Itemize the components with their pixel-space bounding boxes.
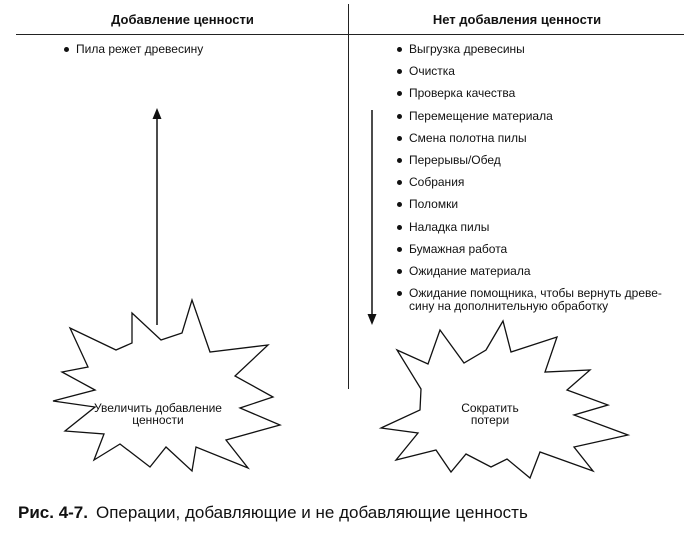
burst-right-label: Сократить потери [461, 401, 519, 427]
burst-left-label: Увеличить добавление ценности [94, 401, 222, 427]
figure-number: Рис. 4-7. [18, 503, 88, 522]
burst-right [381, 321, 628, 478]
list-item: Проверка качества [396, 87, 666, 100]
list-item: Перемещение материала [396, 110, 666, 123]
list-item: Наладка пилы [396, 221, 666, 234]
figure-caption [18, 503, 528, 523]
header-value-adding: Добавление ценности [111, 12, 254, 27]
list-item: Очистка [396, 65, 666, 78]
list-item: Выгрузка древесины [396, 43, 666, 56]
burst-left [53, 300, 280, 471]
figure-title: Операции, добавляющие и не добавляющие ценность [95, 503, 528, 522]
up-arrow-head [153, 108, 162, 119]
list-item: Поломки [396, 198, 666, 211]
list-item: Ожидание материала [396, 265, 666, 278]
list-item: Собрания [396, 176, 666, 189]
list-item: Смена полотна пилы [396, 132, 666, 145]
down-arrow-head [368, 314, 377, 325]
list-item: Ожидание помощника, чтобы вернуть древе-сину на дополнительную обработку [396, 287, 666, 313]
list-item: Бумажная работа [396, 243, 666, 256]
list-item: Перерывы/Обед [396, 154, 666, 167]
list-item: Пила режет древесину [63, 43, 303, 56]
header-non-value-adding: Нет добавления ценности [432, 12, 602, 27]
